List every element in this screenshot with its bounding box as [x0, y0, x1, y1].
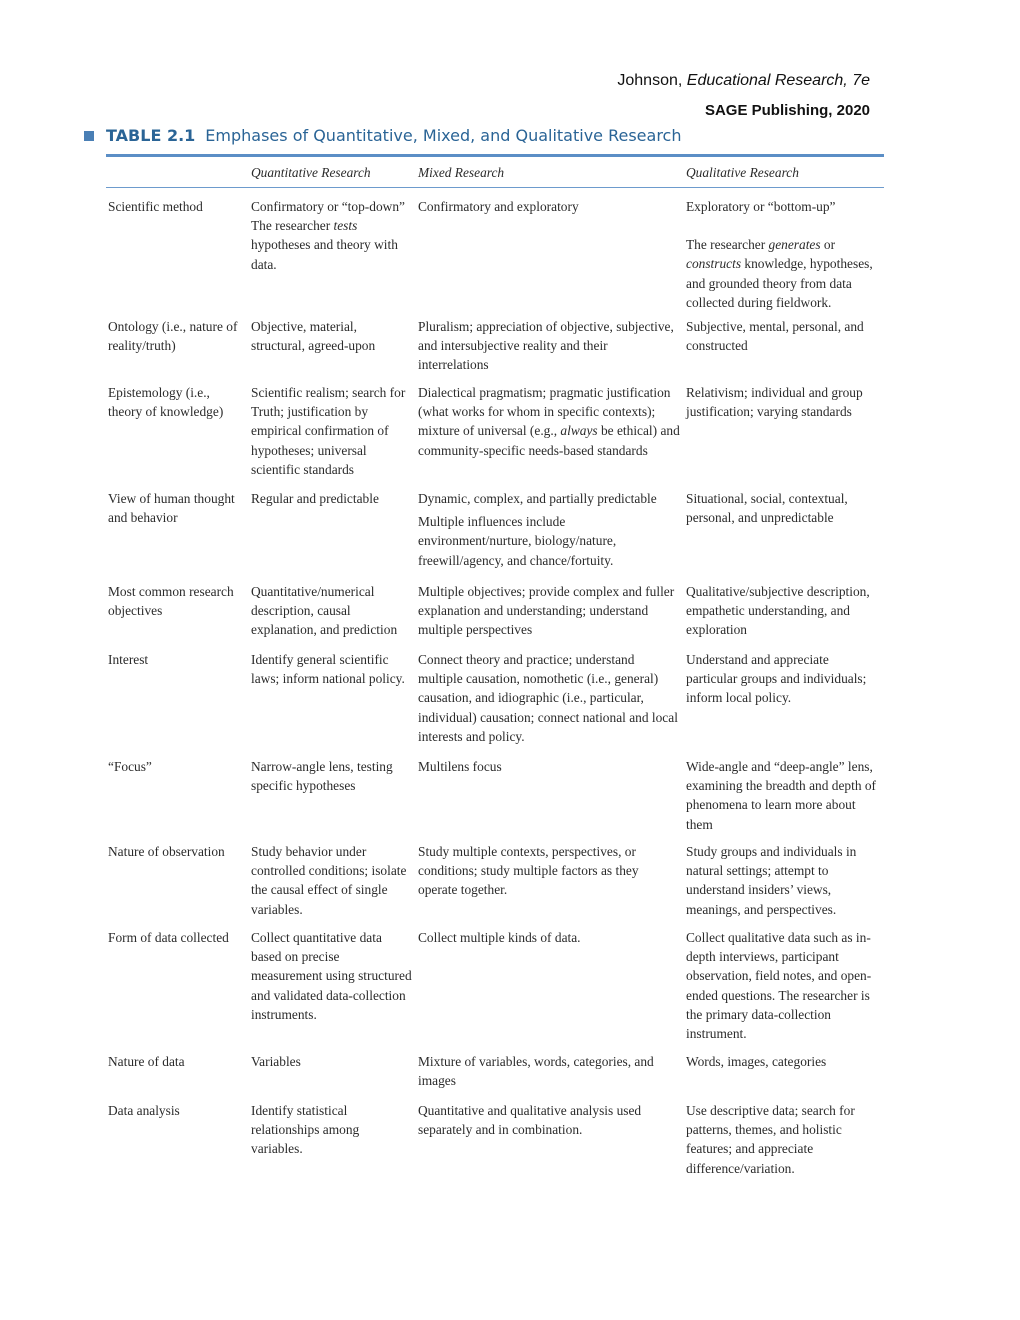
quantitative-cell: Objective, material, structural, agreed-upon — [251, 319, 376, 354]
author-name: Johnson, — [617, 72, 687, 89]
qualitative-cell — [684, 189, 884, 317]
emphases-table — [106, 160, 884, 1181]
qualitative-cell: Understand and appreciate particular groups and individuals; inform local policy. — [686, 652, 867, 706]
qualitative-cell: Subjective, mental, personal, and constructed — [686, 319, 864, 354]
table-row — [106, 1101, 884, 1181]
qualitative-cell: Words, images, categories — [686, 1054, 827, 1069]
mixed-cell: Multilens focus — [418, 759, 502, 774]
quantitative-cell: Identify statistical relationships among variables. — [251, 1103, 360, 1157]
quantitative-cell: Quantitative/numerical description, causal explanation, and prediction — [251, 584, 398, 638]
quantitative-text: Confirmatory or “top-down” — [251, 199, 405, 214]
mixed-cell: Multiple objectives; provide complex and fuller explanation and understanding; understand multiple perspectives — [418, 584, 675, 638]
table-row — [106, 383, 884, 489]
qualitative-cell: Relativism; individual and group justification; varying standards — [686, 385, 863, 420]
mixed-cell: Pluralism; appreciation of objective, subjective, and intersubjective reality and their interrelations — [418, 319, 674, 373]
mixed-cell: Collect multiple kinds of data. — [418, 930, 581, 945]
table-row — [106, 489, 884, 582]
page-header — [617, 70, 870, 122]
quantitative-cell: Narrow-angle lens, testing specific hypotheses — [251, 759, 393, 794]
quantitative-cell: Collect quantitative data based on precise measurement using structured and validated data-collection instruments. — [251, 930, 412, 1022]
quantitative-cell: Variables — [251, 1054, 301, 1069]
row-label: Scientific method — [108, 199, 203, 214]
quantitative-cell: Study behavior under controlled conditions; isolate the causal effect of single variables. — [251, 844, 407, 917]
row-label: View of human thought and behavior — [108, 491, 235, 526]
table-number: TABLE 2.1 — [106, 126, 196, 145]
mixed-cell: Dynamic, complex, and partially predictable Multiple influences include environment/nurture, biology/nature, freewill/agency, and chance/fortuity. — [418, 491, 657, 568]
table-row — [106, 317, 884, 383]
column-header-mixed: Mixed Research — [418, 165, 505, 180]
qualitative-text: Exploratory or “bottom-up” — [686, 199, 836, 214]
citation-line — [617, 70, 870, 92]
quantitative-text: The researcher tests hypotheses and theory with data. — [251, 218, 398, 272]
table-row — [106, 928, 884, 1052]
row-label: Nature of observation — [108, 844, 225, 859]
quantitative-cell: Regular and predictable — [251, 491, 379, 506]
mixed-cell: Dialectical pragmatism; pragmatic justification (what works for whom in specific contexts); mixture of universal (e.g., always be ethical) and community-specific needs-based standards — [418, 385, 680, 458]
table-title — [84, 126, 681, 145]
qualitative-cell: Study groups and individuals in natural settings; attempt to understand insiders’ views, meanings, and perspectives. — [686, 844, 857, 917]
row-label: Most common research objectives — [108, 584, 234, 619]
mixed-cell: Mixture of variables, words, categories, and images — [418, 1054, 654, 1089]
column-header-quantitative: Quantitative Research — [251, 165, 371, 180]
table-top-rule — [106, 154, 884, 157]
quantitative-cell: Scientific realism; search for Truth; justification by empirical confirmation of hypotheses; universal scientific standards — [251, 385, 406, 477]
mixed-cell: Connect theory and practice; understand multiple causation, nomothetic (i.e., general) causation, and idiographic (i.e., particular, individual) causation; connect national and local interests and policy. — [418, 652, 678, 744]
mixed-cell: Confirmatory and exploratory — [418, 199, 579, 214]
row-label: Nature of data — [108, 1054, 185, 1069]
table-row — [106, 842, 884, 928]
qualitative-cell: Collect qualitative data such as in-depth interviews, participant observation, field notes, and open-ended questions. The researcher is the primary data-collection instrument. — [686, 930, 872, 1042]
row-label: “Focus” — [108, 759, 152, 774]
table-row — [106, 189, 884, 317]
table-row — [106, 650, 884, 757]
qualitative-cell: Wide-angle and “deep-angle” lens, examining the breadth and depth of phenomena to learn more about them — [686, 759, 877, 832]
square-bullet-icon — [84, 131, 94, 141]
book-title: Educational Research, 7e — [686, 72, 870, 89]
mixed-cell: Study multiple contexts, perspectives, or conditions; study multiple factors as they operate together. — [418, 844, 639, 898]
column-header-qualitative: Qualitative Research — [686, 165, 799, 180]
table-row — [106, 582, 884, 650]
table-row — [106, 1052, 884, 1101]
publisher-line: SAGE Publishing, 2020 — [704, 102, 870, 119]
row-label: Ontology (i.e., nature of reality/truth) — [108, 319, 238, 354]
mixed-cell: Quantitative and qualitative analysis used separately and in combination. — [418, 1103, 642, 1138]
row-label: Epistemology (i.e., theory of knowledge) — [108, 385, 224, 420]
qualitative-cell: Use descriptive data; search for patterns, themes, and holistic features; and appreciate difference/variation. — [686, 1103, 855, 1176]
qualitative-text: The researcher generates or constructs knowledge, hypotheses, and grounded theory from data collected during fieldwork. — [686, 237, 873, 310]
qualitative-cell: Situational, social, contextual, personal, and unpredictable — [686, 491, 848, 526]
table-row — [106, 757, 884, 842]
table-caption: Emphases of Quantitative, Mixed, and Qualitative Research — [205, 126, 682, 145]
row-label: Interest — [108, 652, 149, 667]
quantitative-cell — [249, 189, 416, 317]
row-label: Data analysis — [108, 1103, 180, 1118]
column-header-dimension — [106, 160, 249, 189]
quantitative-cell: Identify general scientific laws; inform national policy. — [251, 652, 405, 687]
row-label: Form of data collected — [108, 930, 229, 945]
table-header-row — [106, 160, 884, 189]
qualitative-cell: Qualitative/subjective description, empathetic understanding, and exploration — [686, 584, 870, 638]
